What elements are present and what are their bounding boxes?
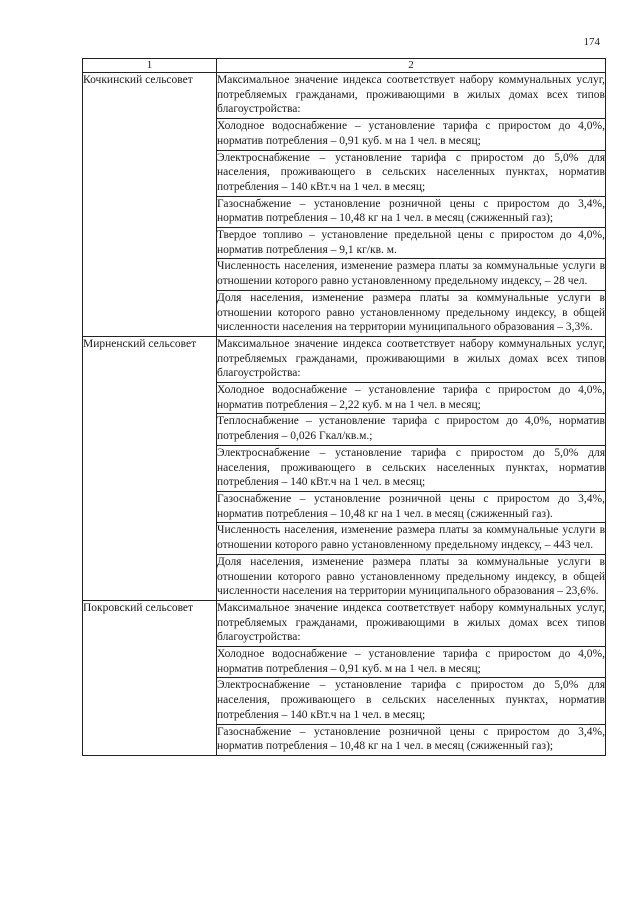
column-header-1: 1 [83,59,217,73]
municipality-details [217,73,606,337]
detail-paragraph: Электроснабжение – установление тарифа с приростом до 5,0% для населения, проживающего в сельских населенных пунктах, норматив потребления – 140 кВт.ч на 1 чел. в месяц; [217,446,605,492]
detail-paragraph: Численность населения, изменение размера платы за коммунальные услуги в отношении которого равно установленному предельному индексу, – 443 чел. [217,523,605,554]
column-header-2: 2 [217,59,606,73]
detail-paragraph: Доля населения, изменение размера платы за коммунальные услуги в отношении которого равно установленному предельному индексу, в общей численности населения на территории муниципального образования – 3,3%. [217,291,605,334]
detail-paragraph: Максимальное значение индекса соответствует набору коммунальных услуг, потребляемых гражданами, проживающими в жилых домах всех типов благоустройства: [217,601,605,647]
municipality-details [217,600,606,755]
detail-paragraph: Электроснабжение – установление тарифа с приростом до 5,0% для населения, проживающего в сельских населенных пунктах, норматив потребления – 140 кВт.ч на 1 чел. в месяц; [217,151,605,197]
detail-paragraph: Твердое топливо – установление предельной цены с приростом до 4,0%, норматив потребления – 9,1 кг/кв. м. [217,228,605,259]
municipality-name: Мирненский сельсовет [83,336,217,600]
tariff-table [82,58,606,756]
table-header-row [83,59,606,73]
municipality-name: Кочкинский сельсовет [83,73,217,337]
page-number: 174 [583,36,600,48]
detail-paragraph: Максимальное значение индекса соответствует набору коммунальных услуг, потребляемых гражданами, проживающими в жилых домах всех типов благоустройства: [217,337,605,383]
detail-paragraph: Теплоснабжение – установление тарифа с приростом до 4,0%, норматив потребления – 0,026 Гкал/кв.м.; [217,414,605,445]
detail-paragraph: Электроснабжение – установление тарифа с приростом до 5,0% для населения, проживающего в сельских населенных пунктах, норматив потребления – 140 кВт.ч на 1 чел. в месяц; [217,678,605,724]
detail-paragraph: Газоснабжение – установление розничной цены с приростом до 3,4%, норматив потребления – 10,48 кг на 1 чел. в месяц (сжиженный газ); [217,197,605,228]
table-row [83,600,606,755]
detail-paragraph: Холодное водоснабжение – установление тарифа с приростом до 4,0%, норматив потребления – 0,91 куб. м на 1 чел. в месяц; [217,119,605,150]
detail-paragraph: Холодное водоснабжение – установление тарифа с приростом до 4,0%, норматив потребления – 0,91 куб. м на 1 чел. в месяц; [217,647,605,678]
detail-paragraph: Газоснабжение – установление розничной цены с приростом до 3,4%, норматив потребления – 10,48 кг на 1 чел. в месяц (сжиженный газ). [217,492,605,523]
table-row [83,336,606,600]
detail-paragraph: Газоснабжение – установление розничной цены с приростом до 3,4%, норматив потребления – 10,48 кг на 1 чел. в месяц (сжиженный газ); [217,725,605,753]
detail-paragraph: Доля населения, изменение размера платы за коммунальные услуги в отношении которого равно установленному предельному индексу, в общей численности населения на территории муниципального образования – 23,6%. [217,555,605,598]
detail-paragraph: Максимальное значение индекса соответствует набору коммунальных услуг, потребляемых гражданами, проживающими в жилых домах всех типов благоустройства: [217,73,605,119]
municipality-details [217,336,606,600]
detail-paragraph: Численность населения, изменение размера платы за коммунальные услуги в отношении которого равно установленному предельному индексу, – 28 чел. [217,259,605,290]
table-row [83,73,606,337]
municipality-name: Покровский сельсовет [83,600,217,755]
detail-paragraph: Холодное водоснабжение – установление тарифа с приростом до 4,0%, норматив потребления – 2,22 куб. м на 1 чел. в месяц; [217,383,605,414]
